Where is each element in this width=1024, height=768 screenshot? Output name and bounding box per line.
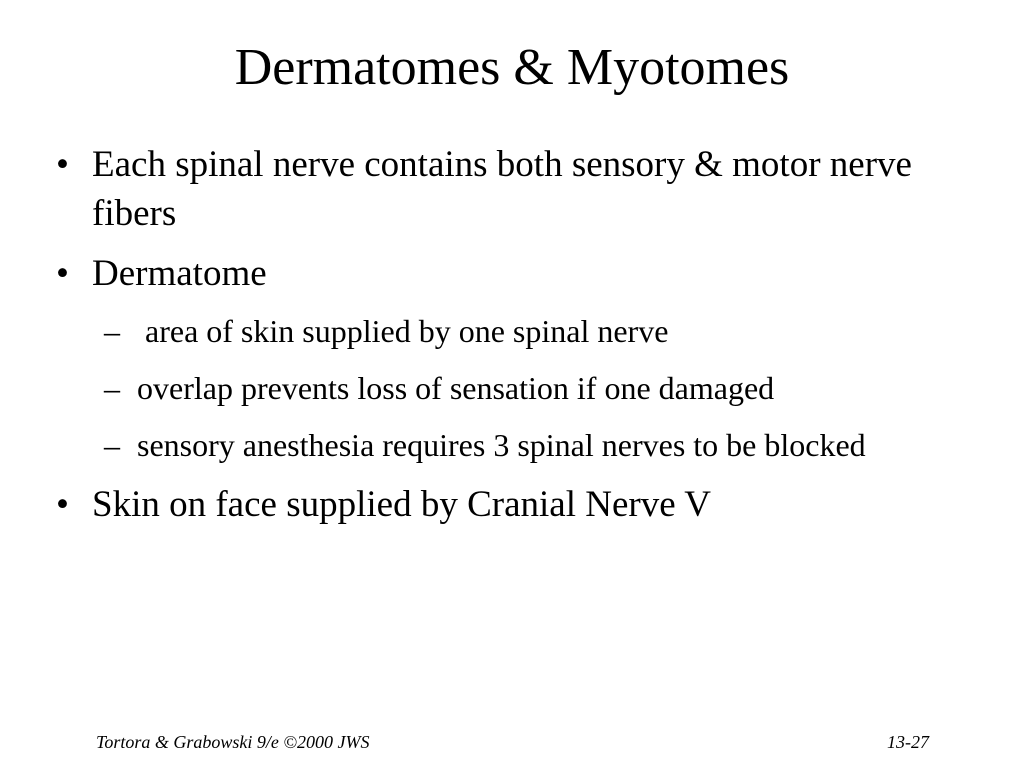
- footer-slide-number: 13-27: [887, 732, 929, 752]
- footer-citation: Tortora & Grabowski 9/e ©2000 JWS: [96, 732, 370, 752]
- bullet-text: Dermatome: [92, 253, 267, 294]
- bullet-marker: •: [56, 144, 69, 185]
- bullet-marker: •: [56, 253, 69, 294]
- sub-bullet-text: area of skin supplied by one spinal nerve: [137, 313, 669, 349]
- sub-bullet-item: [0, 366, 1024, 411]
- sub-bullet-item: [0, 423, 1024, 468]
- bullet-item: [0, 480, 1024, 529]
- bullet-marker: •: [56, 484, 69, 525]
- sub-bullet-text: sensory anesthesia requires 3 spinal nerves to be blocked: [137, 427, 866, 463]
- bullet-item: [0, 140, 1024, 238]
- sub-bullet-marker: –: [104, 427, 120, 463]
- slide-title: Dermatomes & Myotomes: [234, 39, 790, 96]
- sub-bullet-marker: –: [104, 370, 120, 406]
- sub-bullet-item: [0, 309, 1024, 354]
- bullet-text: Skin on face supplied by Cranial Nerve V: [92, 484, 711, 525]
- bullet-item: [0, 249, 1024, 298]
- bullet-text: Each spinal nerve contains both sensory & motor nerve fibers: [92, 144, 912, 234]
- sub-bullet-text: overlap prevents loss of sensation if one damaged: [137, 370, 775, 406]
- bullet-list: [0, 140, 1024, 540]
- sub-bullet-marker: –: [104, 313, 120, 349]
